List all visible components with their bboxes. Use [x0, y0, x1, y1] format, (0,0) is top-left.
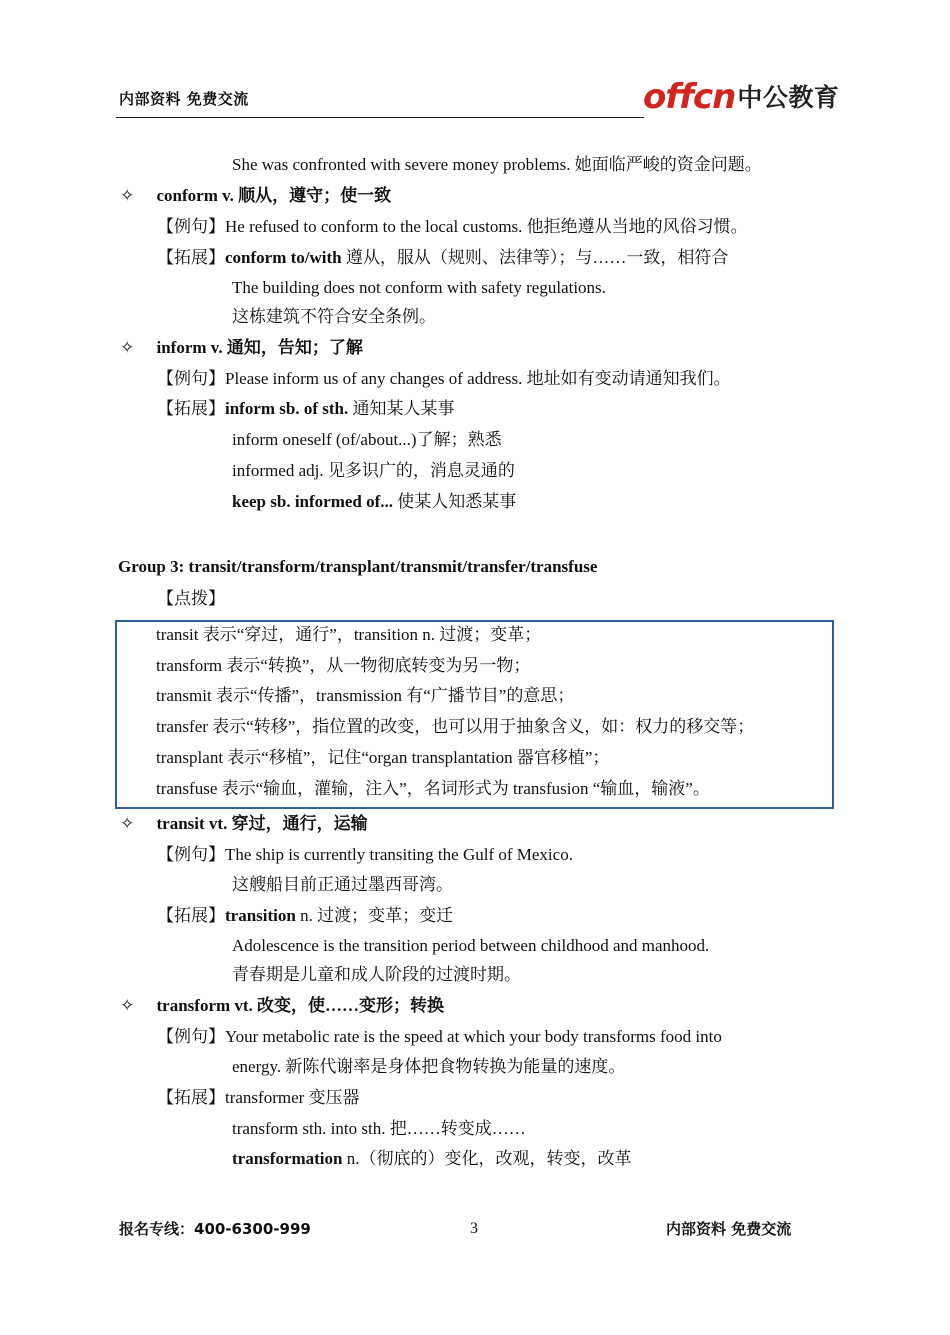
label-example: 【例句】: [157, 845, 225, 865]
footer-right-text: 内部资料 免费交流: [666, 1220, 792, 1238]
extension-text: 遵从，服从（规则、法律等）；与……一致，相符合: [341, 248, 729, 267]
entry-conform: [120, 185, 391, 207]
example-text: Please inform us of any changes of address. 地址如有变动请通知我们。: [225, 369, 731, 388]
example-line: She was confronted with severe money problems. 她面临严峻的资金问题。: [232, 155, 762, 174]
extension-line: [157, 905, 453, 927]
tip-label: [157, 588, 225, 610]
label-tip: 【点拨】: [157, 589, 225, 609]
entry-inform: [120, 337, 363, 359]
extension-text: 通知某人某事: [348, 399, 455, 418]
label-extension: 【拓展】: [157, 1088, 225, 1108]
label-extension: 【拓展】: [157, 248, 225, 268]
example-sentence: [157, 368, 731, 390]
extension-text: transformer 变压器: [225, 1088, 360, 1107]
example-sentence: [157, 1026, 722, 1048]
extension-item: [232, 1148, 631, 1170]
extension-translation: 青春期是儿童和成人阶段的过渡时期。: [232, 965, 521, 984]
extension-example: Adolescence is the transition period between childhood and manhood.: [232, 936, 710, 955]
example-text: Your metabolic rate is the speed at which your body transforms food into: [225, 1027, 722, 1046]
group-title: Group 3: transit/transform/transplant/transmit/transfer/transfuse: [118, 557, 598, 576]
entry-transform: [120, 995, 444, 1017]
example-sentence: [157, 216, 748, 238]
footer-hotline: 报名专线：400-6300-999: [119, 1220, 311, 1238]
label-extension: 【拓展】: [157, 906, 225, 926]
extension-line: [157, 398, 455, 420]
header-left-text: 内部资料 免费交流: [119, 90, 249, 108]
extension-item: [232, 491, 516, 513]
tip-item: transplant 表示“移植”，记住“organ transplantation 器官移植”；: [156, 748, 610, 767]
entry-word: transit vt. 穿过，通行，运输: [156, 814, 368, 833]
extension-text: n. 过渡；变革；变迁: [295, 906, 454, 925]
extension-phrase: inform sb. of sth.: [225, 399, 349, 418]
entry-transit: [120, 813, 368, 835]
offcn-logo: [643, 76, 839, 116]
header-rule: [116, 117, 644, 118]
logo-latin: offcn: [643, 77, 736, 117]
example-text: He refused to conform to the local customs. 他拒绝遵从当地的风俗习惯。: [225, 217, 748, 236]
entry-word: inform v. 通知，告知；了解: [156, 338, 363, 357]
extension-line: [157, 1087, 360, 1109]
page-number: 3: [470, 1220, 478, 1237]
tip-item: transfer 表示“转移”，指位置的改变，也可以用于抽象含义，如：权力的移交等；: [156, 717, 755, 736]
tip-item: transmit 表示“传播”，transmission 有“广播节目”的意思；: [156, 686, 575, 705]
extension-text: 使某人知悉某事: [393, 492, 517, 511]
example-continuation: energy. 新陈代谢率是身体把食物转换为能量的速度。: [232, 1057, 626, 1076]
logo-chinese: 中公教育: [737, 83, 840, 112]
entry-word: transform vt. 改变，使……变形；转换: [156, 996, 445, 1015]
extension-text: n.（彻底的）变化，改观，转变，改革: [342, 1149, 632, 1168]
example-text: The ship is currently transiting the Gulf of Mexico.: [225, 845, 573, 864]
extension-item: informed adj. 见多识广的，消息灵通的: [232, 461, 515, 480]
extension-translation: 这栋建筑不符合安全条例。: [232, 307, 436, 326]
extension-phrase: transformation: [232, 1149, 343, 1168]
extension-phrase: keep sb. informed of...: [232, 492, 394, 511]
example-sentence: [157, 844, 573, 866]
diamond-bullet-icon: ✧: [120, 996, 135, 1016]
extension-phrase: conform to/with: [225, 248, 342, 267]
extension-phrase: transition: [225, 906, 296, 925]
label-extension: 【拓展】: [157, 399, 225, 419]
label-example: 【例句】: [157, 369, 225, 389]
label-example: 【例句】: [157, 217, 225, 237]
entry-word: conform v. 顺从，遵守；使一致: [156, 186, 392, 205]
label-example: 【例句】: [157, 1027, 225, 1047]
extension-line: [157, 247, 728, 269]
extension-item: transform sth. into sth. 把……转变成……: [232, 1119, 526, 1138]
diamond-bullet-icon: ✧: [120, 814, 135, 834]
example-translation: 这艘船目前正通过墨西哥湾。: [232, 875, 453, 894]
diamond-bullet-icon: ✧: [120, 338, 135, 358]
tip-item: transfuse 表示“输血，灌输，注入”，名词形式为 transfusion “输血，输液”。: [156, 779, 710, 798]
diamond-bullet-icon: ✧: [120, 186, 135, 206]
extension-item: inform oneself (of/about...)了解；熟悉: [232, 430, 502, 449]
extension-example: The building does not conform with safety regulations.: [232, 278, 606, 297]
tip-item: transit 表示“穿过，通行”，transition n. 过渡；变革；: [156, 625, 542, 644]
tip-item: transform 表示“转换”，从一物彻底转变为另一物；: [156, 656, 531, 675]
